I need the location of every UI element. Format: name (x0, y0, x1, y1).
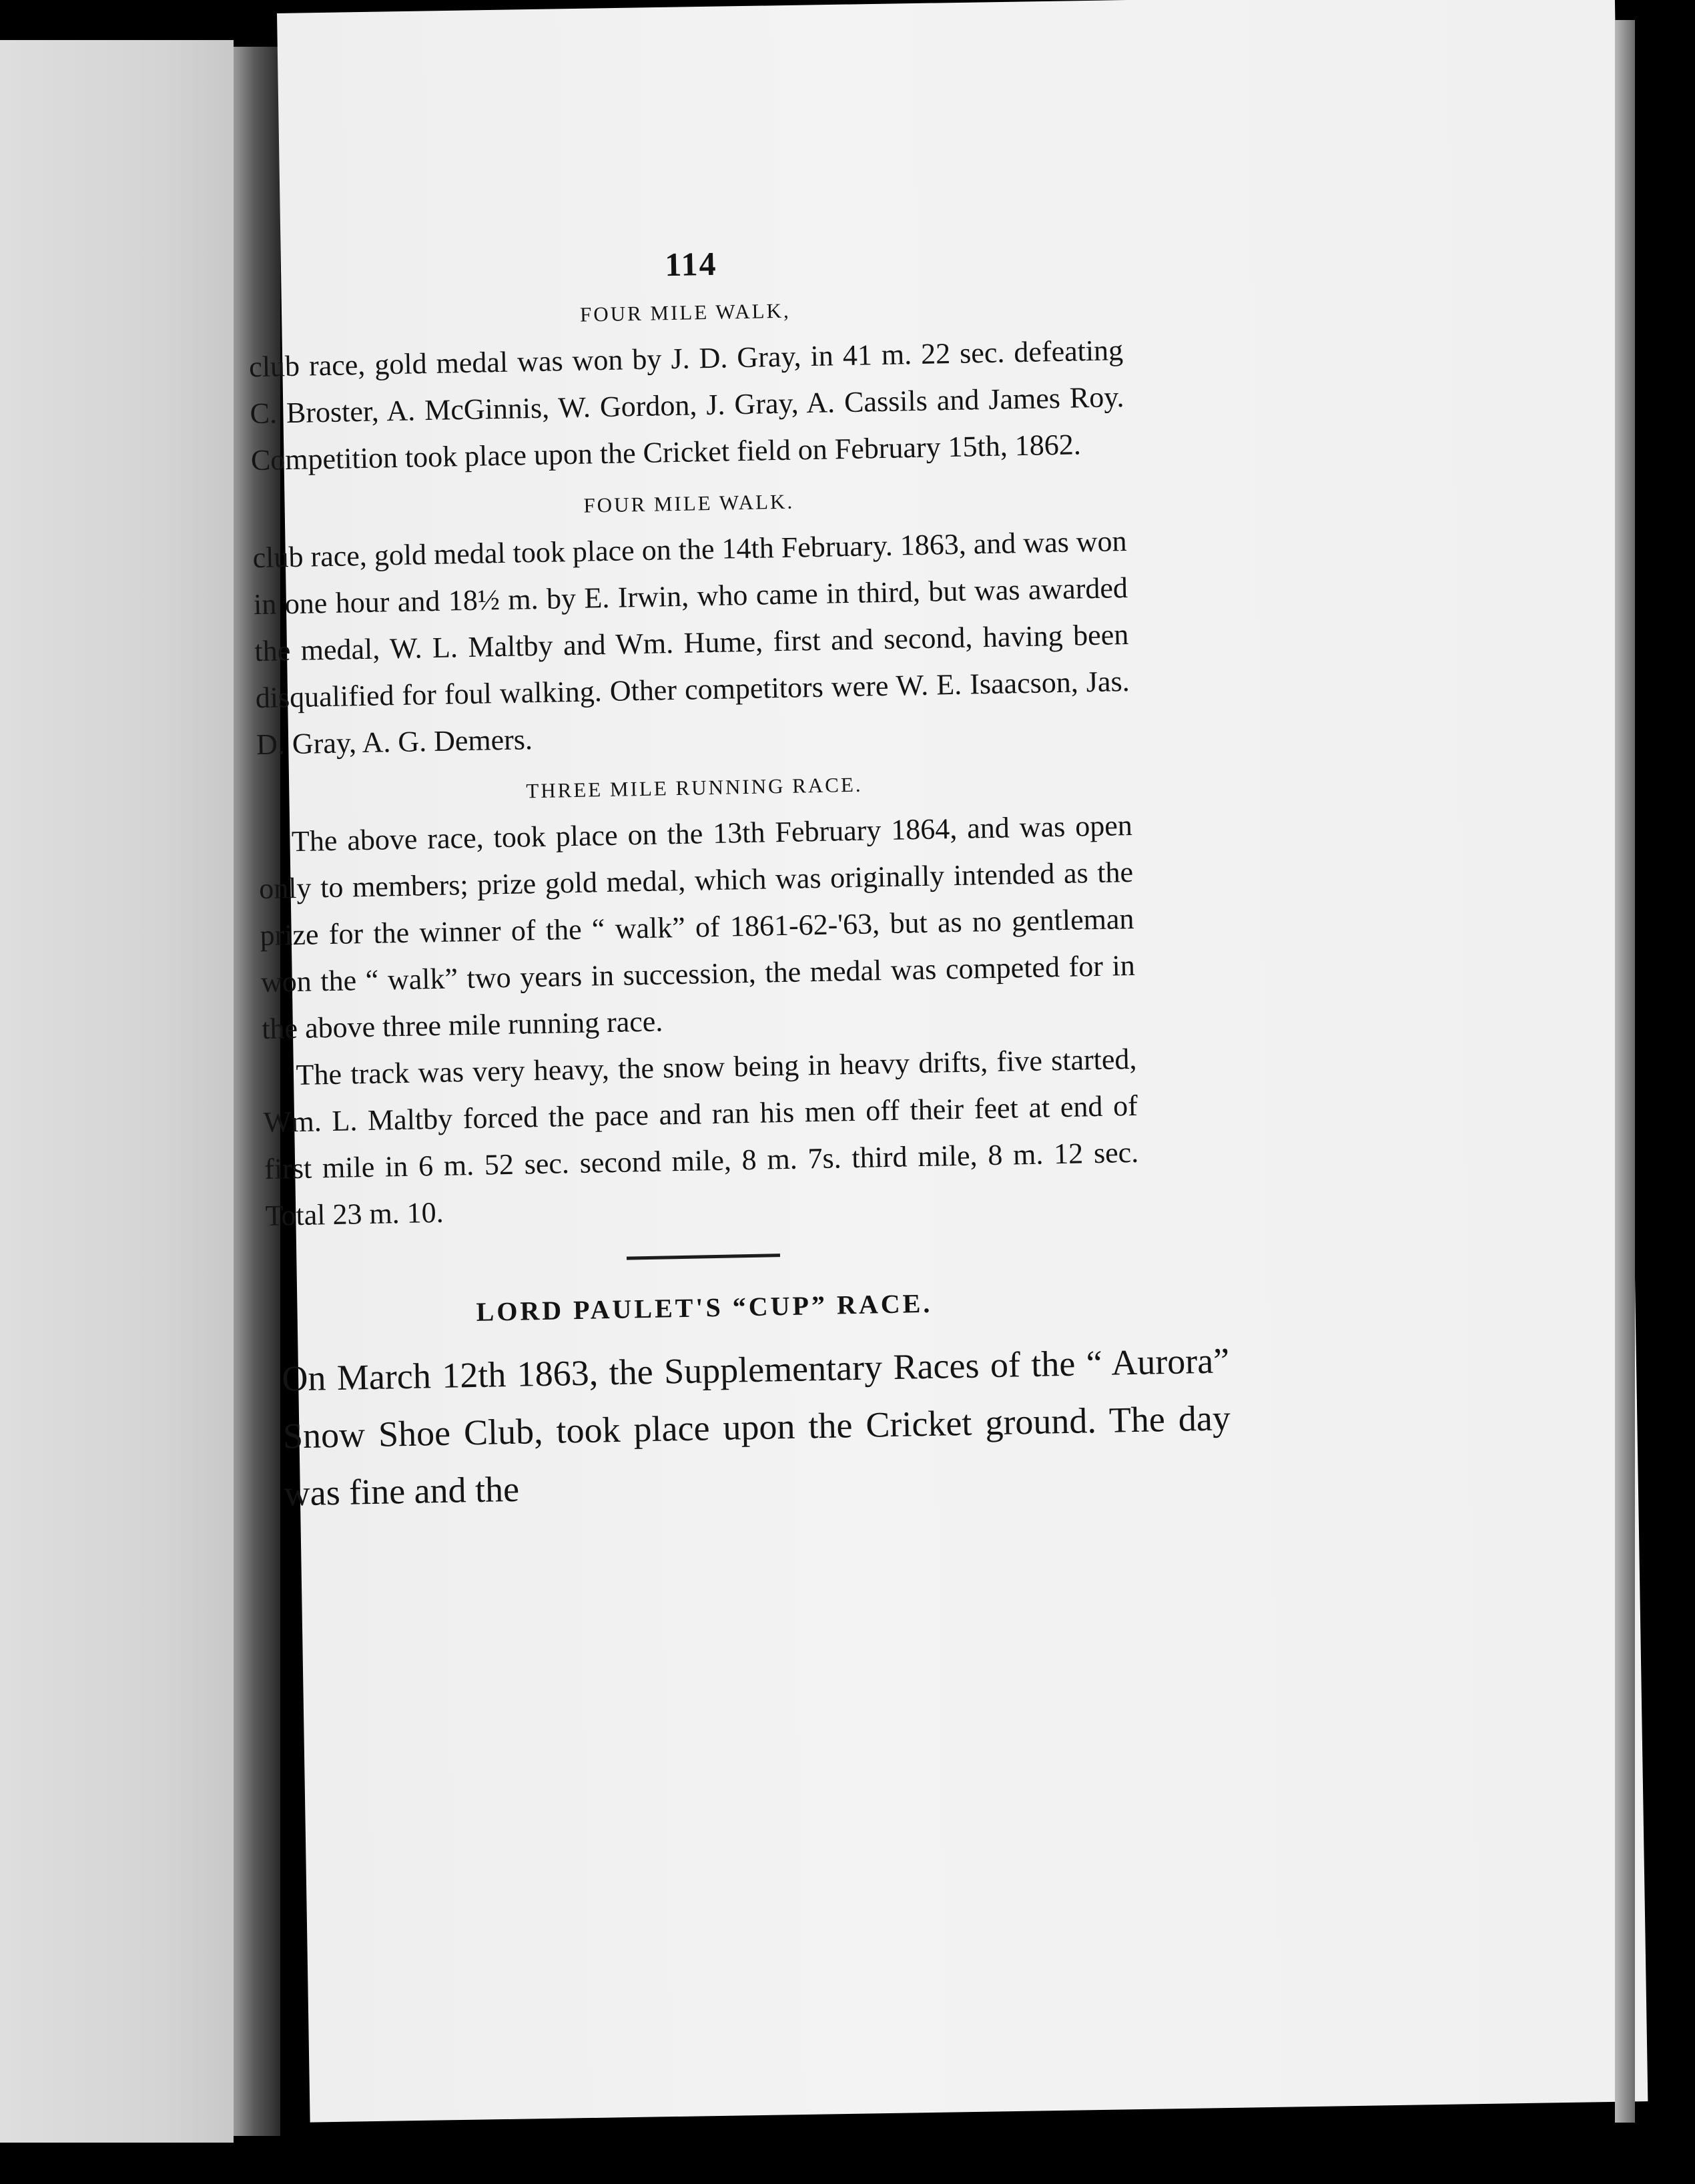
page-content (220, 236, 1231, 1523)
section-2-paragraph-1: club race, gold medal took place on the 14th February. 1863, and was won in one hour and 18½ m. by E. Irwin, who came in third, but was awarded the medal, W. L. Maltby and Wm. Hume, first and second, having been disqualified for foul walking. Other competitors were W. E. Isaacson, Jas. D. Gray, A. G. Demers. (252, 525, 1130, 762)
section-divider (627, 1254, 780, 1260)
lord-paulet-heading: LORD PAULET'S “CUP” RACE. (476, 1288, 933, 1327)
section-heading-1: FOUR MILE WALK, (579, 298, 791, 326)
section-1-paragraph-1: club race, gold medal was won by J. D. Gray, in 41 m. 22 sec. defeating C. Broster, A. McGinnis, W. Gordon, J. Gray, A. Cassils and James Roy. Competition took place upon the Cricket field on February 15th, 1862. (248, 334, 1124, 477)
section-heading-3: THREE MILE RUNNING RACE. (526, 772, 863, 803)
page-edge (1615, 20, 1635, 2123)
lord-paulet-paragraph: On March 12th 1863, the Supplementary Races of the “ Aurora” Snow Shoe Club, took place upon the Cricket ground. The day was fine and the (281, 1340, 1231, 1514)
left-page (0, 40, 234, 2143)
section-3-paragraph-2: The track was very heavy, the snow being in heavy drifts, five started, Wm. L. Maltby forced the pace and ran his men off their feet at end of first mile in 6 m. 52 sec. second mile, 8 m. 7s. third mile, 8 m. 12 sec. Total 23 m. 10. (263, 1042, 1139, 1232)
page-number: 114 (664, 244, 718, 284)
section-3-paragraph-1: The above race, took place on the 13th February 1864, and was open only to members; prize gold medal, which was originally intended as the prize for the winner of the “ walk” of 1861-62-'63, but as no gentleman won the “ walk” two years in succession, the medal was competed for in the above three mile running race. (258, 808, 1136, 1046)
section-heading-2: FOUR MILE WALK. (583, 489, 795, 517)
